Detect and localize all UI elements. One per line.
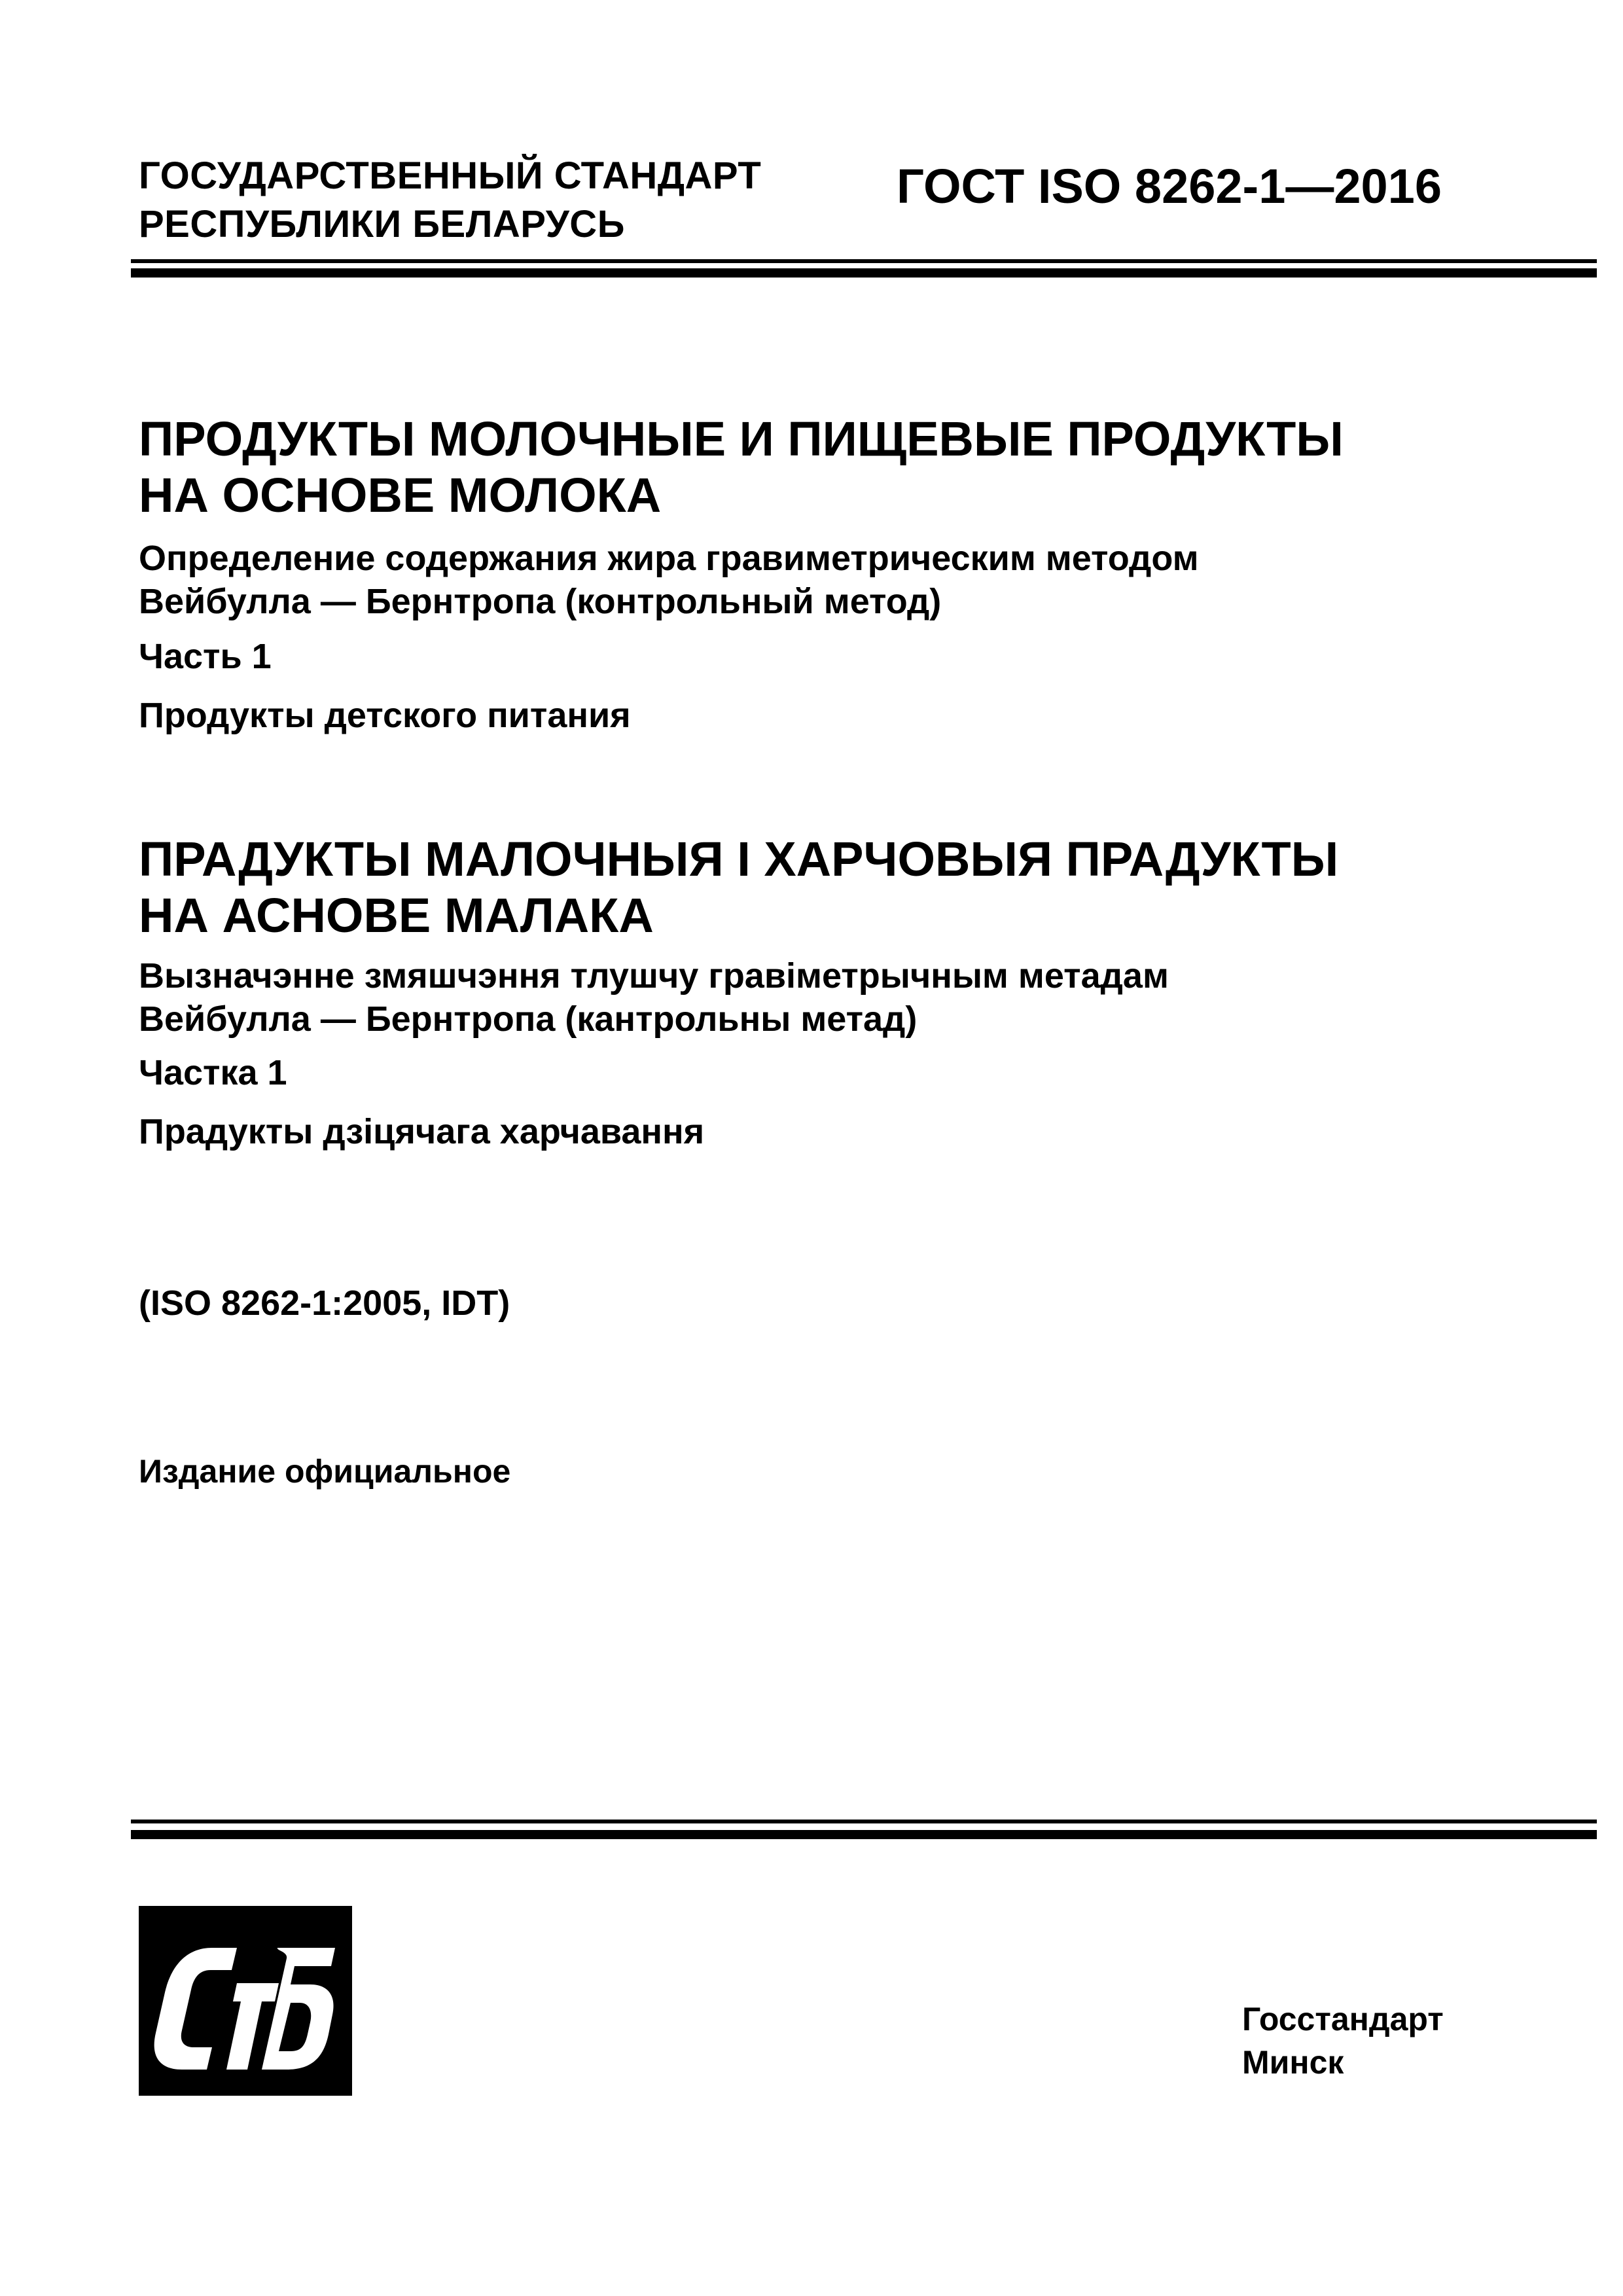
belarusian-part: Частка 1: [139, 1053, 287, 1092]
russian-title-line2: НА ОСНОВЕ МОЛОКА: [139, 468, 662, 522]
footer-rule-thin: [131, 1820, 1597, 1823]
russian-part: Часть 1: [139, 637, 272, 676]
russian-title: [139, 411, 1578, 524]
belarusian-subtitle-line1: Вызначэнне змяшчэння тлушчу гравіметрычным метадам: [139, 956, 1169, 996]
russian-title-line1: ПРОДУКТЫ МОЛОЧНЫЕ И ПИЩЕВЫЕ ПРОДУКТЫ: [139, 412, 1344, 466]
issuing-authority: [139, 152, 761, 249]
iso-equivalence: (ISO 8262-1:2005, IDT): [139, 1283, 510, 1323]
publisher-name: Госстандарт: [1242, 2001, 1444, 2037]
header-rule-thick: [131, 268, 1597, 278]
issuing-authority-line1: ГОСУДАРСТВЕННЫЙ СТАНДАРТ: [139, 154, 762, 197]
belarusian-title-line2: НА АСНОВЕ МАЛАКА: [139, 888, 654, 942]
publisher-city: Минск: [1242, 2044, 1344, 2081]
russian-subtitle: [139, 537, 1578, 623]
russian-part-title: Продукты детского питания: [139, 696, 631, 735]
header-rule-thin: [131, 259, 1597, 263]
russian-subtitle-line1: Определение содержания жира гравиметрическим методом: [139, 539, 1199, 578]
issuing-authority-line2: РЕСПУБЛИКИ БЕЛАРУСЬ: [139, 203, 625, 245]
footer-rule-thick: [131, 1830, 1597, 1839]
russian-subtitle-line2: Вейбулла — Бернтропа (контрольный метод): [139, 582, 942, 621]
standard-designation: ГОСТ ISO 8262-1—2016: [897, 159, 1442, 213]
belarusian-subtitle: [139, 954, 1578, 1041]
stb-logo-icon: [139, 1906, 352, 2096]
publisher: [1242, 1998, 1444, 2084]
stb-logo-graphic: [139, 1906, 352, 2096]
belarusian-part-title: Прадукты дзіцячага харчавання: [139, 1112, 705, 1151]
belarusian-subtitle-line2: Вейбулла — Бернтропа (кантрольны метад): [139, 999, 918, 1039]
edition-label: Издание официальное: [139, 1453, 511, 1490]
belarusian-title: [139, 831, 1578, 944]
belarusian-title-line1: ПРАДУКТЫ МАЛОЧНЫЯ І ХАРЧОВЫЯ ПРАДУКТЫ: [139, 832, 1339, 886]
